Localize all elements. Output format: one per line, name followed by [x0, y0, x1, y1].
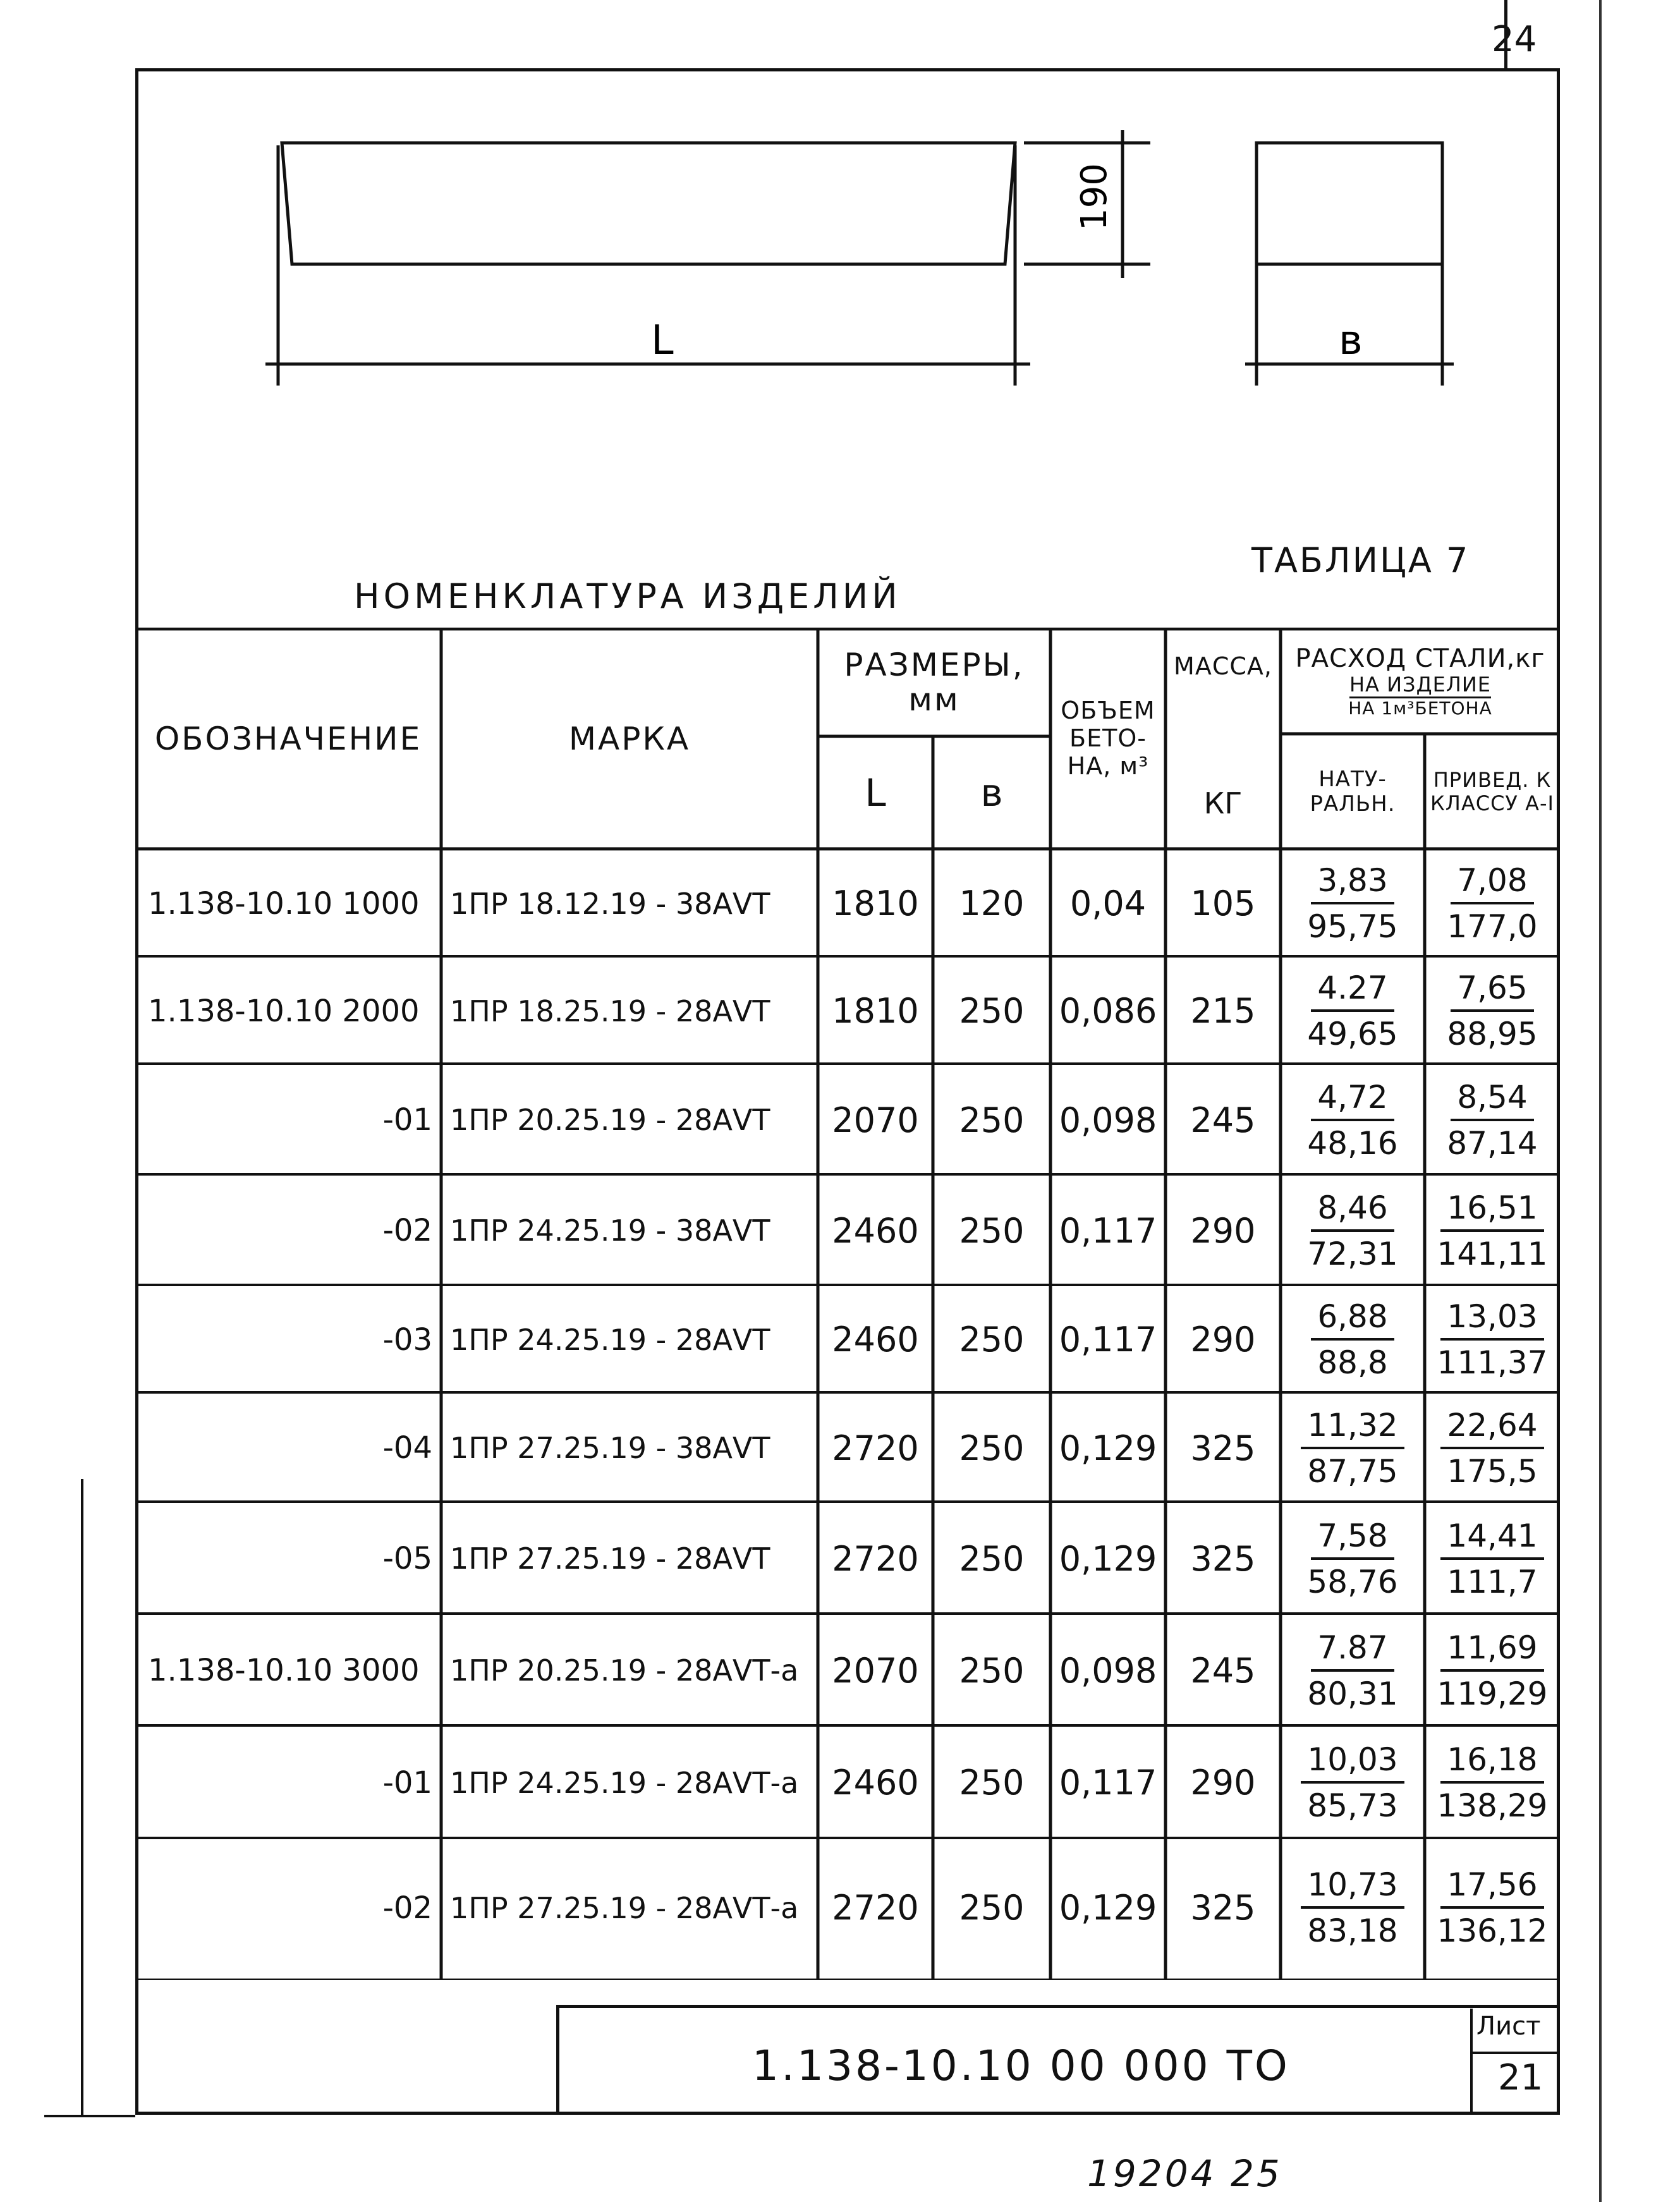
fraction-top: 8,46 [1311, 1191, 1394, 1232]
cell-volume: 0,117 [1059, 1210, 1157, 1251]
cell-steel-reduced [1425, 851, 1560, 956]
cell-mass: 105 [1190, 884, 1256, 924]
cell-mass: 290 [1190, 1210, 1256, 1251]
fraction-bottom: 80,31 [1307, 1675, 1398, 1712]
cell-b: 250 [959, 991, 1025, 1031]
table-title: НОМЕНКЛАТУРА ИЗДЕЛИЙ [354, 576, 901, 616]
fraction-bottom: 72,31 [1307, 1235, 1398, 1272]
fraction-top: 3,83 [1311, 863, 1394, 904]
fraction-bottom: 83,18 [1307, 1913, 1398, 1949]
product-drawing [253, 120, 1466, 392]
cell-L: 1810 [832, 991, 919, 1031]
cell-designation: -04 [382, 1430, 432, 1466]
cell-b: 250 [959, 1888, 1025, 1928]
sheet-number: 21 [1498, 2057, 1543, 2098]
cell-mass: 215 [1190, 991, 1256, 1031]
fraction-bottom: 87,75 [1307, 1452, 1398, 1490]
cell-mass: 325 [1190, 1888, 1256, 1928]
cell-mark: 1ПР 18.12.19 - 38АVТ [450, 886, 770, 921]
cell-volume: 0,04 [1069, 884, 1147, 924]
fraction-top: 7,58 [1311, 1519, 1394, 1560]
fraction-top: 13,03 [1440, 1299, 1543, 1341]
header-mass-unit: КГ [1203, 786, 1243, 821]
fraction-top: 16,51 [1440, 1191, 1543, 1232]
cell-designation: -01 [382, 1765, 432, 1801]
fraction-top: 6,88 [1311, 1299, 1394, 1341]
cell-b: 250 [959, 1320, 1025, 1360]
fraction-bottom: 177,0 [1447, 908, 1538, 945]
right-margin-line [1599, 0, 1602, 2202]
cell-L: 2070 [832, 1650, 919, 1691]
cell-mark: 1ПР 24.25.19 - 28АVТ [450, 1322, 770, 1357]
cell-mark: 1ПР 24.25.19 - 28АVТ-а [450, 1765, 799, 1800]
cell-steel-natural [1281, 1728, 1425, 1838]
cell-steel-natural [1281, 1177, 1425, 1285]
fraction-top: 4,72 [1311, 1080, 1394, 1121]
cell-mark: 1ПР 18.25.19 - 28АVТ [450, 994, 770, 1028]
fraction-top: 4.27 [1311, 971, 1394, 1012]
fraction-top: 8,54 [1451, 1080, 1533, 1121]
cell-mass: 290 [1190, 1763, 1256, 1803]
cell-b: 250 [959, 1210, 1025, 1251]
table-number: ТАБЛИЦА 7 [1251, 540, 1470, 580]
cell-volume: 0,098 [1059, 1650, 1157, 1691]
cell-steel-reduced [1425, 1616, 1560, 1725]
document-code: 1.138-10.10 00 000 ТО [752, 2041, 1290, 2090]
left-binding-vertical [81, 1479, 83, 2117]
cell-mass: 290 [1190, 1320, 1256, 1360]
cell-steel-natural [1281, 851, 1425, 956]
fraction-bottom: 87,14 [1447, 1124, 1538, 1162]
sheet-box-divider [1470, 2052, 1560, 2054]
fraction-bottom: 85,73 [1307, 1787, 1398, 1824]
cell-designation: 1.138-10.10 2000 [148, 993, 420, 1029]
sheet-label: Лист [1476, 2012, 1541, 2041]
fraction-bottom: 95,75 [1307, 908, 1398, 945]
fraction-bottom: 88,8 [1317, 1344, 1388, 1381]
header-mark: МАРКА [568, 720, 691, 757]
width-dim-label: в [1339, 317, 1363, 364]
header-mass: МАССА, [1174, 652, 1272, 681]
cell-steel-natural [1281, 1066, 1425, 1174]
cell-volume: 0,129 [1059, 1888, 1157, 1928]
cell-b: 120 [959, 884, 1025, 924]
fraction-bottom: 111,37 [1437, 1344, 1548, 1381]
header-steel-per-m3: НА 1м³БЕТОНА [1348, 697, 1492, 719]
cell-steel-natural [1281, 1287, 1425, 1392]
header-reduced: ПРИВЕД. К КЛАССУ А-I [1430, 768, 1554, 815]
fraction-top: 7,08 [1451, 863, 1533, 904]
cell-steel-reduced [1425, 959, 1560, 1064]
cell-L: 2720 [832, 1888, 919, 1928]
header-volume: ОБЪЕМ БЕТО-НА, м³ [1061, 696, 1155, 780]
cell-L: 2460 [832, 1320, 919, 1360]
fraction-bottom: 111,7 [1447, 1563, 1538, 1600]
fraction-top: 14,41 [1440, 1519, 1543, 1560]
cell-steel-reduced [1425, 1395, 1560, 1502]
header-steel-per-item: НА ИЗДЕЛИЕ [1349, 673, 1491, 698]
cell-designation: -02 [382, 1213, 432, 1249]
header-b: в [980, 771, 1003, 815]
cell-L: 2070 [832, 1100, 919, 1140]
cell-mark: 1ПР 20.25.19 - 28АVТ-а [450, 1653, 799, 1688]
fraction-top: 7,65 [1451, 971, 1533, 1012]
cell-L: 2720 [832, 1428, 919, 1468]
cell-b: 250 [959, 1763, 1025, 1803]
length-dim-label: L [651, 317, 674, 364]
cell-L: 2460 [832, 1210, 919, 1251]
cell-steel-natural [1281, 1840, 1425, 1976]
cell-designation: -05 [382, 1541, 432, 1577]
fraction-bottom: 138,29 [1437, 1787, 1548, 1824]
cell-mass: 325 [1190, 1428, 1256, 1468]
cell-mark: 1ПР 27.25.19 - 38АVТ [450, 1431, 770, 1466]
cell-mass: 325 [1190, 1538, 1256, 1579]
cell-volume: 0,086 [1059, 991, 1157, 1031]
cell-volume: 0,117 [1059, 1763, 1157, 1803]
header-steel [1281, 629, 1560, 734]
fraction-top: 16,18 [1440, 1743, 1543, 1784]
cell-L: 1810 [832, 884, 919, 924]
fraction-bottom: 88,95 [1447, 1016, 1538, 1052]
cell-mark: 1ПР 27.25.19 - 28АVТ-а [450, 1890, 799, 1925]
header-designation: ОБОЗНАЧЕНИЕ [154, 720, 422, 757]
beam-side-view [282, 143, 1015, 264]
fraction-top: 17,56 [1440, 1868, 1543, 1909]
cell-b: 250 [959, 1428, 1025, 1468]
cell-designation: -01 [382, 1102, 432, 1138]
fraction-bottom: 49,65 [1307, 1016, 1398, 1052]
fraction-top: 10,03 [1301, 1743, 1404, 1784]
cell-b: 250 [959, 1650, 1025, 1691]
cell-steel-reduced [1425, 1504, 1560, 1614]
fraction-top: 7.87 [1311, 1631, 1394, 1672]
cell-steel-reduced [1425, 1066, 1560, 1174]
cell-designation: 1.138-10.10 3000 [148, 1653, 420, 1689]
cell-L: 2460 [832, 1763, 919, 1803]
cell-steel-reduced [1425, 1728, 1560, 1838]
header-steel-title: РАСХОД СТАЛИ,кг [1295, 644, 1545, 673]
cell-volume: 0,117 [1059, 1320, 1157, 1360]
cell-steel-natural [1281, 1504, 1425, 1614]
left-binding-line [44, 2115, 135, 2117]
cell-volume: 0,098 [1059, 1100, 1157, 1140]
bottom-note: 19204 25 [1087, 2152, 1282, 2195]
cell-steel-reduced [1425, 1177, 1560, 1285]
cell-b: 250 [959, 1538, 1025, 1579]
cell-steel-reduced [1425, 1287, 1560, 1392]
cell-steel-natural [1281, 1616, 1425, 1725]
cell-mark: 1ПР 24.25.19 - 38АVТ [450, 1214, 770, 1248]
height-dim-label: 190 [1074, 163, 1115, 231]
fraction-bottom: 119,29 [1437, 1675, 1548, 1712]
fraction-bottom: 136,12 [1437, 1913, 1548, 1949]
beam-section-view [1257, 143, 1442, 264]
fraction-bottom: 141,11 [1437, 1235, 1548, 1272]
cell-volume: 0,129 [1059, 1538, 1157, 1579]
fraction-top: 11,69 [1440, 1631, 1543, 1672]
cell-mark: 1ПР 20.25.19 - 28АVТ [450, 1103, 770, 1138]
cell-mass: 245 [1190, 1650, 1256, 1691]
cell-designation: 1.138-10.10 1000 [148, 885, 420, 922]
cell-volume: 0,129 [1059, 1428, 1157, 1468]
cell-steel-natural [1281, 1395, 1425, 1502]
header-natural: НАТУ-РАЛЬН. [1310, 766, 1396, 817]
fraction-top: 11,32 [1301, 1408, 1404, 1449]
cell-L: 2720 [832, 1538, 919, 1579]
cell-mark: 1ПР 27.25.19 - 28АVТ [450, 1542, 770, 1576]
cell-designation: -02 [382, 1890, 432, 1926]
fraction-bottom: 175,5 [1447, 1452, 1538, 1490]
fraction-top: 10,73 [1301, 1868, 1404, 1909]
fraction-bottom: 48,16 [1307, 1124, 1398, 1162]
cell-designation: -03 [382, 1322, 432, 1358]
cell-steel-reduced [1425, 1840, 1560, 1976]
header-sizes: РАЗМЕРЫ, мм [844, 647, 1025, 718]
cell-mass: 245 [1190, 1100, 1256, 1140]
sheet-number-top: 24 [1492, 19, 1537, 60]
cell-b: 250 [959, 1100, 1025, 1140]
fraction-bottom: 58,76 [1307, 1563, 1398, 1600]
cell-steel-natural [1281, 959, 1425, 1064]
header-L: L [865, 771, 886, 815]
fraction-top: 22,64 [1440, 1408, 1543, 1449]
